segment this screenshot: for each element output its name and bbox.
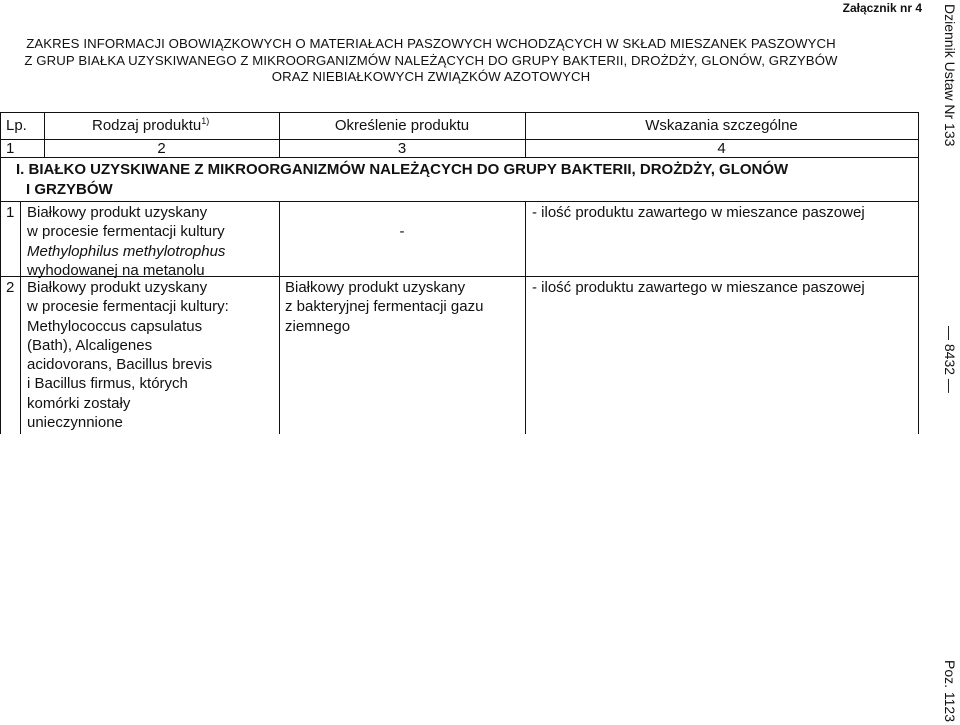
column-number-1: 1 xyxy=(6,140,15,157)
feed-materials-table xyxy=(0,112,918,434)
row-1-product-line: w procesie fermentacji kultury xyxy=(27,223,225,241)
table-right-rule xyxy=(918,112,919,434)
annex-label: Załącznik nr 4 xyxy=(842,1,922,15)
section-heading xyxy=(16,160,788,199)
position-number: Poz. 1123 xyxy=(942,660,958,723)
col-divider-1-body xyxy=(20,201,21,434)
header-product: Rodzaj produktu$^{1)}$ xyxy=(92,116,210,134)
heading-line-2: Z GRUP BIAŁKA UZYSKIWANEGO Z MIKROORGANIZMÓW NALEŻĄCYCH DO GRUPY BAKTERII, DROŻDŻY, GLONÓW, GRZYBÓW xyxy=(24,52,838,68)
row-2-product-line: unieczynnione xyxy=(27,414,123,432)
row-2-definition-line: Białkowy produkt uzyskany xyxy=(285,279,466,296)
document-heading xyxy=(0,36,862,86)
row-1-product-species: Methylophilus methylotrophus xyxy=(27,242,226,260)
section-heading-line-1: I. BIAŁKO UZYSKIWANE Z MIKROORGANIZMÓW NALEŻĄCYCH DO GRUPY BAKTERII, DROŻDŻY, GLONÓW xyxy=(16,161,789,178)
row-1-product-line: Białkowy produkt uzyskany xyxy=(27,204,208,221)
row-2-definition-line: ziemnego xyxy=(285,317,351,335)
row-1-notes: - ilość produktu zawartego w mieszance paszowej xyxy=(532,204,865,221)
header-definition: Określenie produktu xyxy=(334,117,470,134)
column-numbers-bottom-rule xyxy=(0,157,918,158)
journal-title: Dziennik Ustaw Nr 133 xyxy=(942,4,958,147)
heading-line-1: ZAKRES INFORMACJI OBOWIĄZKOWYCH O MATERIAŁACH PASZOWYCH WCHODZĄCYCH W SKŁAD MIESZANEK PASZOWYCH xyxy=(26,36,836,51)
col-divider-3-body xyxy=(525,201,526,434)
table-top-rule xyxy=(0,112,918,113)
row-2-definition xyxy=(285,278,483,336)
heading-line-3: ORAZ NIEBIAŁKOWYCH ZWIĄZKÓW AZOTOWYCH xyxy=(271,69,591,84)
page-number: — 8432 — xyxy=(942,326,958,393)
row-2-lp: 2 xyxy=(6,279,15,296)
row-1-product xyxy=(27,203,225,280)
row-2-product-line: w procesie fermentacji kultury: xyxy=(27,298,229,316)
section-bottom-rule xyxy=(0,201,918,202)
section-heading-line-2: I GRZYBÓW xyxy=(26,180,113,198)
row-2-product-line: komórki zostały xyxy=(27,394,131,412)
header-lp: Lp. xyxy=(6,117,27,134)
row-1-definition: - xyxy=(399,223,405,240)
row-2-definition-line: z bakteryjnej fermentacji gazu xyxy=(285,298,484,316)
row-2-product-line: acidovorans, Bacillus brevis xyxy=(27,356,213,374)
column-number-3: 3 xyxy=(397,140,407,157)
row-2-product xyxy=(27,278,229,432)
table-left-rule xyxy=(0,112,1,434)
row-2-product-line: (Bath), Alcaligenes xyxy=(27,336,153,354)
column-number-4: 4 xyxy=(717,140,726,157)
header-notes: Wskazania szczególne xyxy=(645,117,798,134)
row-2-notes: - ilość produktu zawartego w mieszance paszowej xyxy=(532,279,865,296)
row-2-product-line: Białkowy produkt uzyskany xyxy=(27,279,208,296)
row-2-product-line: Methylococcus capsulatus xyxy=(27,317,203,335)
header-product-footnote: 1) xyxy=(201,116,210,126)
row-1-lp: 1 xyxy=(6,204,15,221)
row-2-product-line: i Bacillus firmus, których xyxy=(27,375,188,393)
row-1-product-line: wyhodowanej na metanolu xyxy=(27,261,205,279)
column-number-2: 2 xyxy=(157,140,166,157)
